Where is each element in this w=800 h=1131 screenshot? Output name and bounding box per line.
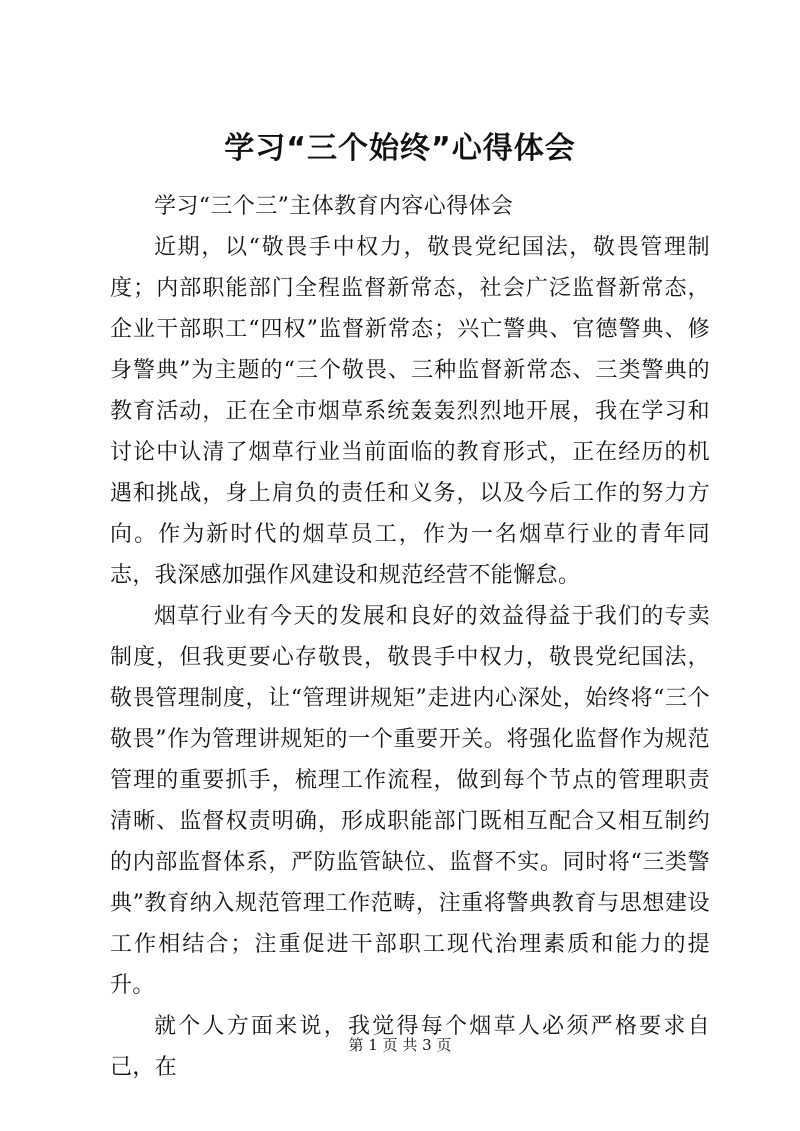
- document-title: 学习“三个始终”心得体会: [224, 131, 576, 166]
- page-footer: 第 1 页 共 3 页: [348, 1036, 452, 1054]
- body-paragraph: 烟草行业有今天的发展和良好的效益得益于我们的专卖制度，但我更要心存敬畏，敬畏手中权力，敬畏党纪国法，敬畏管理制度，让“管理讲规矩”走进内心深处，始终将“三个敬畏”作为管理讲规矩的一个重要开关。将强化监督作为规范管理的重要抓手，梳理工作流程，做到每个节点的管理职责清晰、监督权责明确，形成职能部门既相互配合又相互制约的内部监督体系，严防监管缺位、监督不实。同时将“三类警典”教育纳入规范管理工作范畴，注重将警典教育与思想建设工作相结合；注重促进干部职工现代治理素质和能力的提升。: [110, 604, 710, 998]
- body-paragraph: 就个人方面来说，我觉得每个烟草人必须严格要求自己，在: [110, 1014, 710, 1080]
- document-body: [110, 186, 710, 1088]
- subtitle-paragraph: 学习“三个三”主体教育内容心得体会: [154, 194, 514, 219]
- body-paragraph: 近期，以“敬畏手中权力，敬畏党纪国法，敬畏管理制度；内部职能部门全程监督新常态，社会广泛监督新常态，企业干部职工“四权”监督新常态；兴亡警典、官德警典、修身警典”为主题的“三个敬畏、三种监督新常态、三类警典的教育活动，正在全市烟草系统轰轰烈烈地开展，我在学习和讨论中认清了烟草行业当前面临的教育形式，正在经历的机遇和挑战，身上肩负的责任和义务，以及今后工作的努力方向。作为新时代的烟草员工，作为一名烟草行业的青年同志，我深感加强作风建设和规范经营不能懈怠。: [110, 235, 710, 588]
